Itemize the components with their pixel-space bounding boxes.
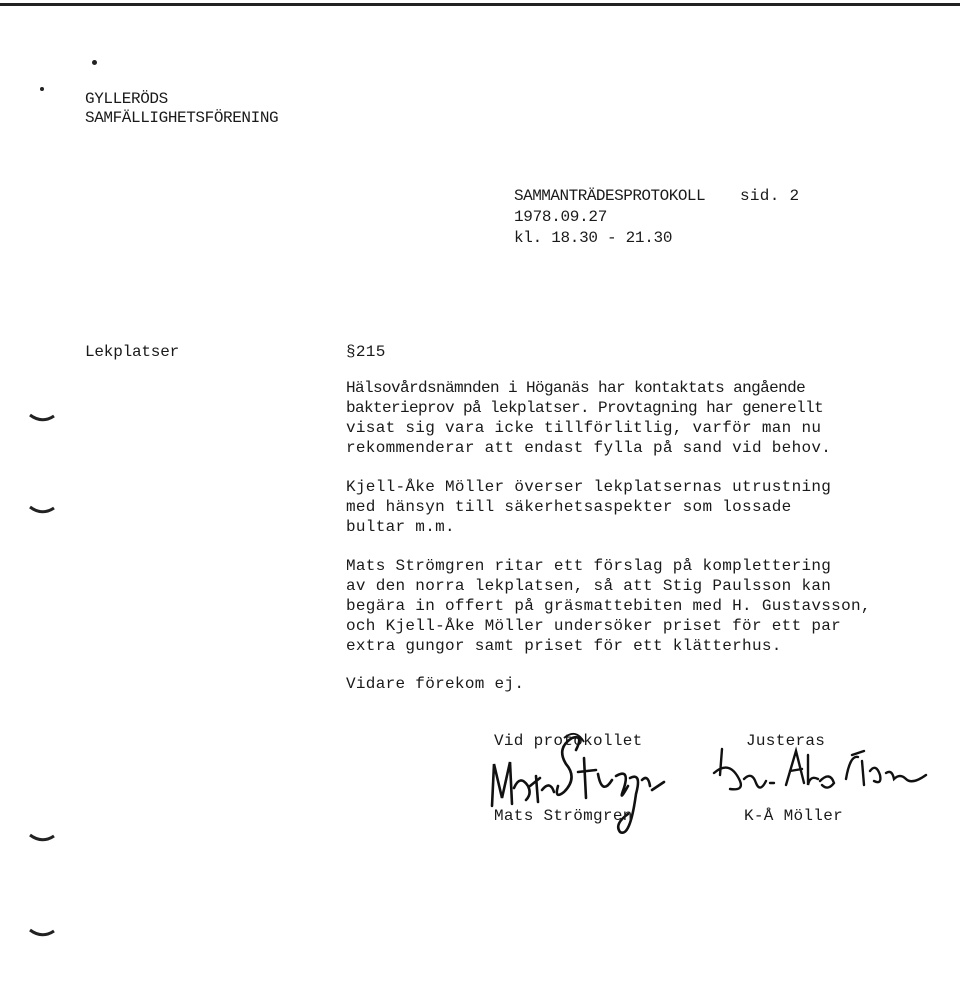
paragraph-line: Hälsovårdsnämnden i Höganäs har kontaktats angående [346,379,806,397]
paragraph-line: bakterieprov på lekplatser. Provtagning har generellt [346,399,824,417]
bullet-dot [40,87,44,91]
document-title: SAMMANTRÄDESPROTOKOLL [514,187,706,205]
org-name-line1: GYLLERÖDS [85,90,168,108]
bullet-dot [92,60,97,65]
signature-label-left: Vid protokollet [494,732,643,750]
margin-mark [28,927,56,941]
signature-name-right: K-Å Möller [744,807,844,825]
handwritten-signature-right [700,735,940,815]
paragraph-line: begära in offert på gräsmattebiten med H. Gustavsson, [346,597,871,615]
signature-label-right: Justeras [746,732,826,750]
meeting-date: 1978.09.27 [514,208,608,226]
paragraph-line: rekommenderar att endast fylla på sand vid behov. [346,439,832,457]
org-name-line2: SAMFÄLLIGHETSFÖRENING [85,109,279,127]
page-number: sid. 2 [740,187,800,205]
paragraph-line: av den norra lekplatsen, så att Stig Paulsson kan [346,577,832,595]
handwritten-signature-left [480,728,680,850]
margin-mark [28,504,56,518]
paragraph-line: extra gungor samt priset för ett klätterhus. [346,637,782,655]
margin-mark [28,832,56,846]
closing-line: Vidare förekom ej. [346,675,525,693]
paragraph-line: Kjell-Åke Möller överser lekplatsernas utrustning [346,478,832,496]
paragraph-line: visat sig vara icke tillförlitlig, varför man nu [346,419,822,437]
paragraph-line: med hänsyn till säkerhetsaspekter som lossade [346,498,792,516]
paragraph-line: och Kjell-Åke Möller undersöker priset för ett par [346,617,842,635]
paragraph-line: bultar m.m. [346,518,455,536]
meeting-time: kl. 18.30 - 21.30 [514,229,673,247]
section-heading: Lekplatser [85,343,180,361]
section-number: §215 [346,343,386,361]
paragraph-line: Mats Strömgren ritar ett förslag på komplettering [346,557,832,575]
margin-mark [28,412,56,426]
top-rule [0,3,960,6]
signature-name-left: Mats Strömgren [494,807,633,825]
